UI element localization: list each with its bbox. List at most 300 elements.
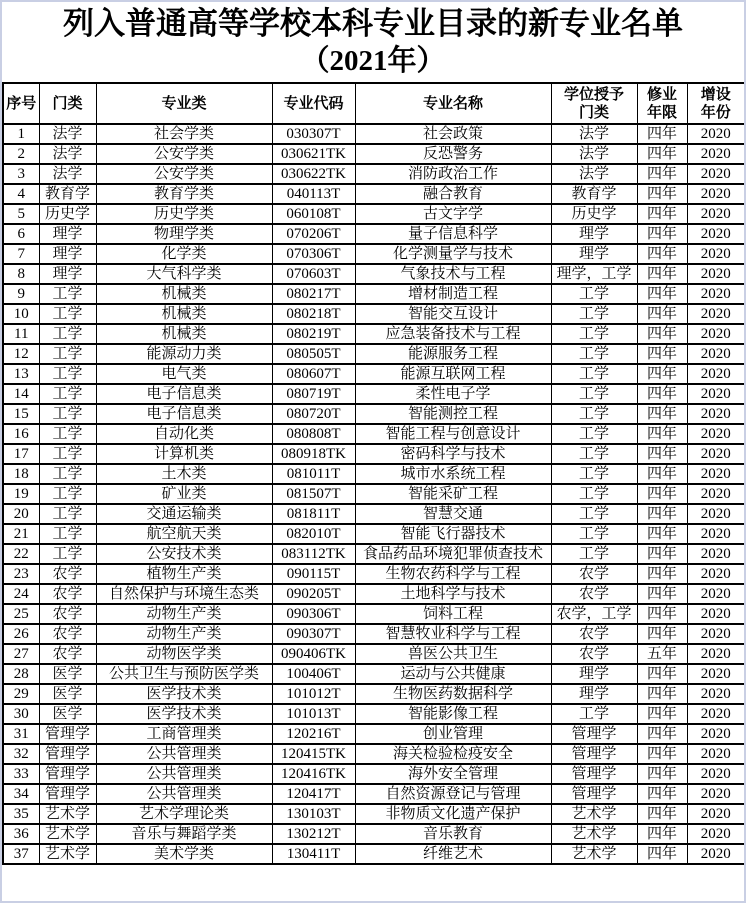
cell-category: 农学 (39, 644, 96, 664)
column-header-year-added: 增设 年份 (687, 83, 745, 124)
cell-year-added: 2020 (687, 704, 745, 724)
table-row (3, 844, 745, 864)
table-row (3, 284, 745, 304)
cell-major-class: 矿业类 (96, 484, 272, 504)
table-row (3, 384, 745, 404)
cell-category: 艺术学 (39, 844, 96, 864)
cell-study-duration: 四年 (637, 604, 687, 624)
cell-study-duration: 四年 (637, 584, 687, 604)
cell-major-code: 080217T (272, 284, 355, 304)
cell-degree-category: 法学 (551, 164, 637, 184)
cell-study-duration: 四年 (637, 624, 687, 644)
cell-category: 艺术学 (39, 824, 96, 844)
cell-study-duration: 四年 (637, 704, 687, 724)
cell-serial-number: 28 (3, 664, 39, 684)
cell-major-name: 柔性电子学 (355, 384, 551, 404)
cell-category: 工学 (39, 424, 96, 444)
cell-major-name: 兽医公共卫生 (355, 644, 551, 664)
cell-major-class: 公共管理类 (96, 784, 272, 804)
cell-major-class: 历史学类 (96, 204, 272, 224)
cell-major-class: 物理学类 (96, 224, 272, 244)
cell-study-duration: 四年 (637, 204, 687, 224)
cell-category: 工学 (39, 384, 96, 404)
cell-degree-category: 工学 (551, 704, 637, 724)
cell-serial-number: 5 (3, 204, 39, 224)
table-header-row (3, 83, 745, 124)
cell-degree-category: 工学 (551, 304, 637, 324)
cell-serial-number: 21 (3, 524, 39, 544)
cell-major-name: 能源服务工程 (355, 344, 551, 364)
cell-major-code: 090115T (272, 564, 355, 584)
table-row (3, 524, 745, 544)
column-header-major-code: 专业代码 (272, 83, 355, 124)
cell-year-added: 2020 (687, 564, 745, 584)
cell-study-duration: 四年 (637, 504, 687, 524)
cell-major-name: 消防政治工作 (355, 164, 551, 184)
cell-year-added: 2020 (687, 484, 745, 504)
table-row (3, 324, 745, 344)
cell-major-code: 120216T (272, 724, 355, 744)
cell-serial-number: 19 (3, 484, 39, 504)
page-title-line2: （2021年） (300, 45, 446, 77)
cell-study-duration: 四年 (637, 304, 687, 324)
table-row (3, 764, 745, 784)
cell-degree-category: 艺术学 (551, 804, 637, 824)
cell-category: 农学 (39, 564, 96, 584)
cell-category: 工学 (39, 404, 96, 424)
cell-major-code: 030622TK (272, 164, 355, 184)
cell-major-code: 030307T (272, 124, 355, 144)
cell-degree-category: 理学 (551, 664, 637, 684)
cell-serial-number: 4 (3, 184, 39, 204)
table-row (3, 344, 745, 364)
cell-year-added: 2020 (687, 724, 745, 744)
table-row (3, 704, 745, 724)
page-title (2, 2, 744, 82)
cell-study-duration: 四年 (637, 164, 687, 184)
cell-serial-number: 24 (3, 584, 39, 604)
cell-major-class: 公共管理类 (96, 744, 272, 764)
cell-year-added: 2020 (687, 144, 745, 164)
table-row (3, 484, 745, 504)
cell-major-class: 艺术学理论类 (96, 804, 272, 824)
cell-year-added: 2020 (687, 784, 745, 804)
cell-serial-number: 27 (3, 644, 39, 664)
cell-category: 理学 (39, 224, 96, 244)
table-row (3, 604, 745, 624)
cell-major-code: 081507T (272, 484, 355, 504)
column-header-category: 门类 (39, 83, 96, 124)
cell-category: 法学 (39, 144, 96, 164)
cell-category: 工学 (39, 504, 96, 524)
cell-degree-category: 工学 (551, 544, 637, 564)
cell-major-code: 090307T (272, 624, 355, 644)
cell-serial-number: 26 (3, 624, 39, 644)
cell-year-added: 2020 (687, 304, 745, 324)
cell-major-name: 海关检验检疫安全 (355, 744, 551, 764)
cell-major-name: 化学测量学与技术 (355, 244, 551, 264)
cell-degree-category: 艺术学 (551, 824, 637, 844)
table-row (3, 544, 745, 564)
cell-major-class: 自然保护与环境生态类 (96, 584, 272, 604)
cell-degree-category: 理学 (551, 224, 637, 244)
table-row (3, 264, 745, 284)
cell-major-class: 公安学类 (96, 144, 272, 164)
table-row (3, 744, 745, 764)
cell-major-class: 电子信息类 (96, 404, 272, 424)
cell-year-added: 2020 (687, 384, 745, 404)
cell-major-code: 080219T (272, 324, 355, 344)
cell-major-name: 智能测控工程 (355, 404, 551, 424)
cell-serial-number: 16 (3, 424, 39, 444)
cell-study-duration: 四年 (637, 144, 687, 164)
cell-category: 医学 (39, 684, 96, 704)
cell-serial-number: 23 (3, 564, 39, 584)
cell-major-code: 070603T (272, 264, 355, 284)
cell-degree-category: 工学 (551, 464, 637, 484)
cell-year-added: 2020 (687, 664, 745, 684)
cell-study-duration: 四年 (637, 664, 687, 684)
cell-study-duration: 四年 (637, 524, 687, 544)
cell-category: 历史学 (39, 204, 96, 224)
cell-major-name: 反恐警务 (355, 144, 551, 164)
cell-study-duration: 四年 (637, 544, 687, 564)
cell-year-added: 2020 (687, 324, 745, 344)
cell-degree-category: 教育学 (551, 184, 637, 204)
cell-major-name: 智能工程与创意设计 (355, 424, 551, 444)
cell-major-name: 生物医药数据科学 (355, 684, 551, 704)
cell-degree-category: 工学 (551, 324, 637, 344)
cell-serial-number: 32 (3, 744, 39, 764)
cell-degree-category: 农学，工学 (551, 604, 637, 624)
cell-major-code: 080719T (272, 384, 355, 404)
column-header-serial-number: 序号 (3, 83, 39, 124)
table-row (3, 224, 745, 244)
cell-serial-number: 34 (3, 784, 39, 804)
cell-major-name: 食品药品环境犯罪侦查技术 (355, 544, 551, 564)
cell-year-added: 2020 (687, 264, 745, 284)
cell-major-class: 自动化类 (96, 424, 272, 444)
cell-year-added: 2020 (687, 644, 745, 664)
cell-major-code: 080607T (272, 364, 355, 384)
cell-study-duration: 四年 (637, 684, 687, 704)
table-row (3, 784, 745, 804)
cell-major-name: 非物质文化遗产保护 (355, 804, 551, 824)
cell-degree-category: 历史学 (551, 204, 637, 224)
cell-study-duration: 四年 (637, 764, 687, 784)
cell-year-added: 2020 (687, 124, 745, 144)
cell-degree-category: 工学 (551, 284, 637, 304)
cell-year-added: 2020 (687, 244, 745, 264)
cell-serial-number: 22 (3, 544, 39, 564)
cell-study-duration: 四年 (637, 444, 687, 464)
cell-study-duration: 四年 (637, 844, 687, 864)
table-row (3, 564, 745, 584)
cell-year-added: 2020 (687, 604, 745, 624)
cell-degree-category: 农学 (551, 564, 637, 584)
cell-major-class: 化学类 (96, 244, 272, 264)
cell-major-code: 130212T (272, 824, 355, 844)
cell-serial-number: 7 (3, 244, 39, 264)
cell-category: 工学 (39, 464, 96, 484)
cell-category: 法学 (39, 164, 96, 184)
cell-major-class: 社会学类 (96, 124, 272, 144)
cell-year-added: 2020 (687, 684, 745, 704)
cell-year-added: 2020 (687, 844, 745, 864)
column-header-study-duration: 修业 年限 (637, 83, 687, 124)
cell-year-added: 2020 (687, 344, 745, 364)
cell-major-class: 电气类 (96, 364, 272, 384)
cell-major-class: 医学技术类 (96, 704, 272, 724)
cell-major-code: 090406TK (272, 644, 355, 664)
table-row (3, 184, 745, 204)
cell-degree-category: 工学 (551, 404, 637, 424)
cell-year-added: 2020 (687, 184, 745, 204)
cell-major-code: 040113T (272, 184, 355, 204)
cell-year-added: 2020 (687, 444, 745, 464)
table-row (3, 664, 745, 684)
cell-major-code: 070306T (272, 244, 355, 264)
cell-category: 工学 (39, 324, 96, 344)
cell-major-code: 030621TK (272, 144, 355, 164)
cell-major-class: 能源动力类 (96, 344, 272, 364)
cell-major-name: 智慧牧业科学与工程 (355, 624, 551, 644)
table-row (3, 724, 745, 744)
cell-category: 工学 (39, 544, 96, 564)
cell-degree-category: 农学 (551, 624, 637, 644)
table-row (3, 584, 745, 604)
cell-major-class: 工商管理类 (96, 724, 272, 744)
cell-major-class: 土木类 (96, 464, 272, 484)
cell-major-code: 082010T (272, 524, 355, 544)
cell-degree-category: 管理学 (551, 744, 637, 764)
cell-study-duration: 四年 (637, 384, 687, 404)
cell-major-name: 海外安全管理 (355, 764, 551, 784)
cell-category: 艺术学 (39, 804, 96, 824)
cell-study-duration: 四年 (637, 364, 687, 384)
cell-major-name: 智能交互设计 (355, 304, 551, 324)
cell-degree-category: 工学 (551, 384, 637, 404)
cell-major-class: 公安学类 (96, 164, 272, 184)
cell-major-code: 080505T (272, 344, 355, 364)
table-row (3, 624, 745, 644)
cell-category: 理学 (39, 244, 96, 264)
cell-major-class: 音乐与舞蹈学类 (96, 824, 272, 844)
cell-category: 工学 (39, 444, 96, 464)
cell-serial-number: 36 (3, 824, 39, 844)
cell-degree-category: 农学 (551, 584, 637, 604)
table-row (3, 144, 745, 164)
cell-category: 工学 (39, 524, 96, 544)
cell-study-duration: 四年 (637, 184, 687, 204)
cell-category: 农学 (39, 584, 96, 604)
cell-serial-number: 29 (3, 684, 39, 704)
cell-study-duration: 四年 (637, 564, 687, 584)
cell-serial-number: 3 (3, 164, 39, 184)
cell-major-code: 120417T (272, 784, 355, 804)
table-row (3, 164, 745, 184)
cell-degree-category: 管理学 (551, 764, 637, 784)
cell-major-name: 城市水系统工程 (355, 464, 551, 484)
table-row (3, 404, 745, 424)
cell-serial-number: 12 (3, 344, 39, 364)
cell-major-class: 动物生产类 (96, 624, 272, 644)
cell-major-code: 090205T (272, 584, 355, 604)
cell-major-class: 教育学类 (96, 184, 272, 204)
cell-major-class: 机械类 (96, 304, 272, 324)
cell-study-duration: 四年 (637, 224, 687, 244)
cell-major-class: 公安技术类 (96, 544, 272, 564)
table-row (3, 364, 745, 384)
cell-major-class: 计算机类 (96, 444, 272, 464)
cell-major-code: 101013T (272, 704, 355, 724)
cell-year-added: 2020 (687, 584, 745, 604)
cell-major-name: 饲料工程 (355, 604, 551, 624)
cell-serial-number: 31 (3, 724, 39, 744)
table-row (3, 464, 745, 484)
cell-serial-number: 30 (3, 704, 39, 724)
cell-major-code: 083112TK (272, 544, 355, 564)
cell-year-added: 2020 (687, 424, 745, 444)
table-row (3, 504, 745, 524)
cell-degree-category: 理学 (551, 684, 637, 704)
cell-serial-number: 37 (3, 844, 39, 864)
cell-major-class: 美术学类 (96, 844, 272, 864)
column-header-major-name: 专业名称 (355, 83, 551, 124)
cell-major-class: 机械类 (96, 284, 272, 304)
cell-major-name: 智能采矿工程 (355, 484, 551, 504)
cell-serial-number: 8 (3, 264, 39, 284)
cell-major-class: 公共管理类 (96, 764, 272, 784)
cell-major-code: 101012T (272, 684, 355, 704)
cell-category: 理学 (39, 264, 96, 284)
cell-year-added: 2020 (687, 544, 745, 564)
cell-serial-number: 17 (3, 444, 39, 464)
cell-year-added: 2020 (687, 364, 745, 384)
page-title-line1: 列入普通高等学校本科专业目录的新专业名单 (63, 6, 683, 41)
cell-major-name: 增材制造工程 (355, 284, 551, 304)
cell-category: 管理学 (39, 724, 96, 744)
cell-serial-number: 15 (3, 404, 39, 424)
cell-degree-category: 理学 (551, 244, 637, 264)
cell-serial-number: 13 (3, 364, 39, 384)
cell-study-duration: 四年 (637, 244, 687, 264)
cell-major-name: 运动与公共健康 (355, 664, 551, 684)
cell-study-duration: 四年 (637, 124, 687, 144)
cell-year-added: 2020 (687, 504, 745, 524)
cell-serial-number: 6 (3, 224, 39, 244)
cell-category: 医学 (39, 664, 96, 684)
cell-year-added: 2020 (687, 804, 745, 824)
cell-degree-category: 管理学 (551, 724, 637, 744)
cell-category: 法学 (39, 124, 96, 144)
cell-study-duration: 四年 (637, 344, 687, 364)
table-row (3, 824, 745, 844)
cell-major-class: 动物医学类 (96, 644, 272, 664)
cell-study-duration: 四年 (637, 284, 687, 304)
cell-serial-number: 25 (3, 604, 39, 624)
cell-year-added: 2020 (687, 404, 745, 424)
cell-major-name: 能源互联网工程 (355, 364, 551, 384)
cell-year-added: 2020 (687, 284, 745, 304)
cell-year-added: 2020 (687, 224, 745, 244)
cell-major-code: 090306T (272, 604, 355, 624)
cell-major-name: 智慧交通 (355, 504, 551, 524)
cell-degree-category: 农学 (551, 644, 637, 664)
cell-category: 管理学 (39, 764, 96, 784)
cell-category: 教育学 (39, 184, 96, 204)
cell-serial-number: 1 (3, 124, 39, 144)
table-row (3, 204, 745, 224)
cell-major-name: 生物农药科学与工程 (355, 564, 551, 584)
cell-serial-number: 10 (3, 304, 39, 324)
table-row (3, 424, 745, 444)
cell-year-added: 2020 (687, 164, 745, 184)
cell-major-name: 古文字学 (355, 204, 551, 224)
cell-serial-number: 33 (3, 764, 39, 784)
cell-degree-category: 工学 (551, 424, 637, 444)
cell-study-duration: 四年 (637, 264, 687, 284)
column-header-degree-category: 学位授予 门类 (551, 83, 637, 124)
cell-study-duration: 四年 (637, 804, 687, 824)
table-row (3, 244, 745, 264)
cell-major-name: 量子信息科学 (355, 224, 551, 244)
cell-serial-number: 2 (3, 144, 39, 164)
cell-serial-number: 20 (3, 504, 39, 524)
cell-degree-category: 工学 (551, 484, 637, 504)
cell-major-name: 气象技术与工程 (355, 264, 551, 284)
table-row (3, 684, 745, 704)
cell-major-code: 120416TK (272, 764, 355, 784)
cell-serial-number: 35 (3, 804, 39, 824)
cell-degree-category: 工学 (551, 504, 637, 524)
cell-major-class: 机械类 (96, 324, 272, 344)
table-row (3, 804, 745, 824)
cell-major-class: 公共卫生与预防医学类 (96, 664, 272, 684)
cell-category: 管理学 (39, 744, 96, 764)
cell-major-name: 创业管理 (355, 724, 551, 744)
table-row (3, 444, 745, 464)
cell-year-added: 2020 (687, 764, 745, 784)
cell-major-code: 080808T (272, 424, 355, 444)
cell-degree-category: 法学 (551, 124, 637, 144)
cell-study-duration: 四年 (637, 324, 687, 344)
cell-year-added: 2020 (687, 824, 745, 844)
cell-major-code: 081011T (272, 464, 355, 484)
cell-category: 医学 (39, 704, 96, 724)
cell-degree-category: 法学 (551, 144, 637, 164)
cell-year-added: 2020 (687, 524, 745, 544)
cell-study-duration: 四年 (637, 404, 687, 424)
cell-major-class: 交通运输类 (96, 504, 272, 524)
cell-category: 工学 (39, 364, 96, 384)
cell-study-duration: 四年 (637, 484, 687, 504)
table-row (3, 304, 745, 324)
cell-category: 农学 (39, 604, 96, 624)
cell-category: 工学 (39, 484, 96, 504)
cell-major-name: 密码科学与技术 (355, 444, 551, 464)
cell-major-code: 130103T (272, 804, 355, 824)
cell-major-name: 自然资源登记与管理 (355, 784, 551, 804)
cell-study-duration: 四年 (637, 724, 687, 744)
cell-major-class: 植物生产类 (96, 564, 272, 584)
cell-year-added: 2020 (687, 744, 745, 764)
cell-major-code: 080218T (272, 304, 355, 324)
cell-degree-category: 工学 (551, 444, 637, 464)
cell-major-class: 电子信息类 (96, 384, 272, 404)
cell-degree-category: 理学，工学 (551, 264, 637, 284)
cell-category: 工学 (39, 284, 96, 304)
